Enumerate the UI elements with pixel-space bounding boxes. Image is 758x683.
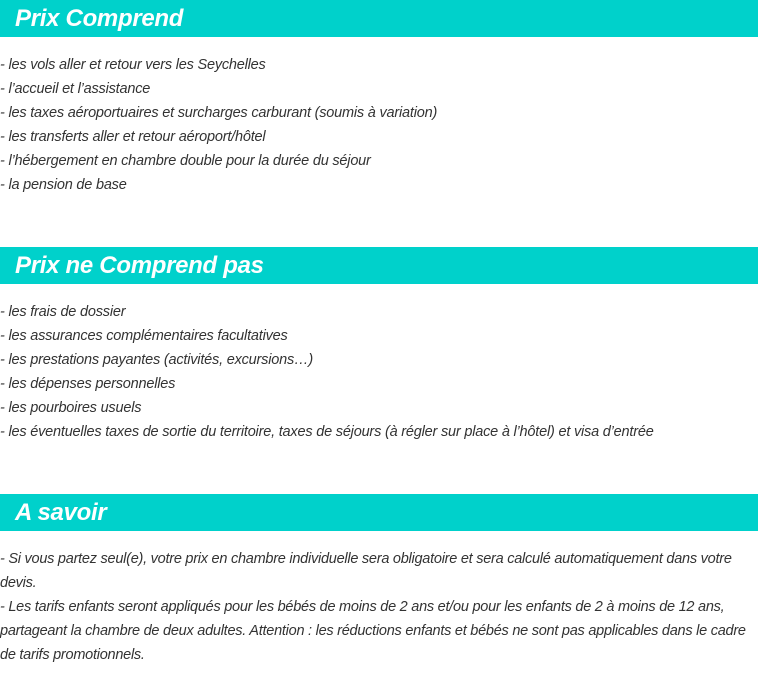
list-item: - les assurances complémentaires facultatives (0, 328, 288, 344)
section-header: Prix Comprend (0, 0, 758, 37)
list-item: - les prestations payantes (activités, excursions…) (0, 352, 313, 368)
list-item: - l’accueil et l’assistance (0, 81, 151, 97)
section-prix-ne-comprend-pas (0, 247, 758, 444)
list-item: - l’hébergement en chambre double pour la durée du séjour (0, 153, 371, 169)
list-item: - les transferts aller et retour aéroport/hôtel (0, 129, 266, 145)
list-item: - les vols aller et retour vers les Seychelles (0, 57, 266, 73)
section-header: Prix ne Comprend pas (0, 247, 758, 284)
list-item: - les frais de dossier (0, 304, 126, 320)
included-list (0, 53, 758, 197)
list-item: - les éventuelles taxes de sortie du territoire, taxes de séjours (à régler sur place à l’hôtel) et visa d’entrée (0, 424, 654, 440)
list-item: - les pourboires usuels (0, 400, 142, 416)
section-header: A savoir (0, 494, 758, 531)
list-item: - les dépenses personnelles (0, 376, 176, 392)
note-paragraph: - Les tarifs enfants seront appliqués pour les bébés de moins de 2 ans et/ou pour les enfants de 2 à moins de 12 ans, partageant la chambre de deux adultes. Attention : les réductions enfants et bébés ne sont pas applicables dans le cadre de tarifs promotionnels. (0, 599, 746, 663)
list-item: - les taxes aéroportuaires et surcharges carburant (soumis à variation) (0, 105, 438, 121)
note-paragraph: - Si vous partez seul(e), votre prix en chambre individuelle sera obligatoire et sera calculé automatiquement dans votre devis. (0, 551, 732, 591)
list-item: - la pension de base (0, 177, 127, 193)
section-a-savoir (0, 494, 758, 667)
section-prix-comprend (0, 0, 758, 197)
excluded-list (0, 300, 758, 444)
notes (0, 547, 758, 667)
